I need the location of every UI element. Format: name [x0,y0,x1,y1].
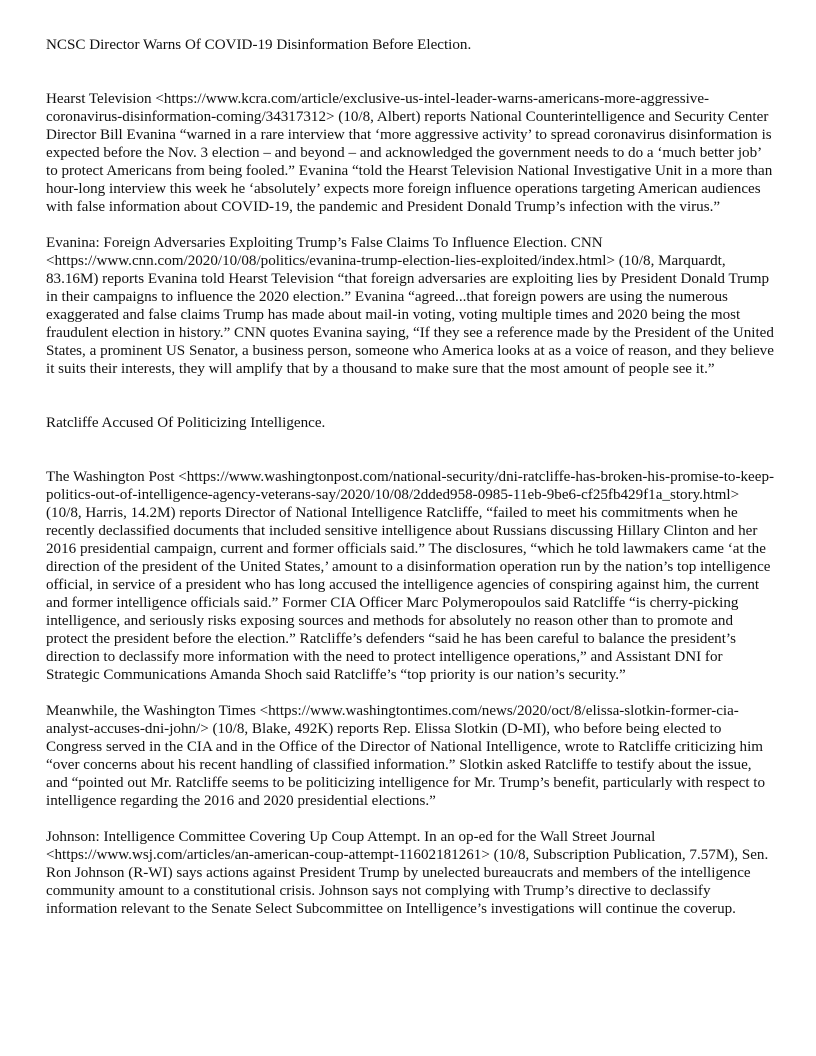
spacer [46,54,774,90]
spacer [46,378,774,414]
spacer [46,810,774,828]
section-heading-ncsc: NCSC Director Warns Of COVID-19 Disinformation Before Election. [46,37,472,53]
paragraph-evanina-cnn: Evanina: Foreign Adversaries Exploiting Trump’s False Claims To Influence Election. CNN <https://www.cnn.com/2020/10/08/politics/evanina-trump-election-lies-exploited/index.html> (10/8, Marquardt, 83.16M) reports Evanina told Hearst Television “that foreign adversaries are exploiting lies by President Donald Trump in their campaigns to influence the 2020 election.” Evanina “agreed...that foreign powers are using the numerous exaggerated and false claims Trump has made about mail-in voting, voting multiple times and 2020 being the most fraudulent election in history.” CNN quotes Evanina saying, “If they see a reference made by the President of the United States, a prominent US Senator, a business person, someone who America looks at as a voice of reason, and they believe it suits their interests, they will amplify that by a thousand to make sure that the most amount of people see it.” [46,235,774,377]
paragraph-washington-times: Meanwhile, the Washington Times <https://www.washingtontimes.com/news/2020/oct/8/elissa-slotkin-former-cia-analyst-accuses-dni-john/> (10/8, Blake, 492K) reports Rep. Elissa Slotkin (D-MI), who before being elected to Congress served in the CIA and in the Office of the Director of National Intelligence, wrote to Ratcliffe criticizing him “over concerns about his recent handling of classified information.” Slotkin asked Ratcliffe to testify about the issue, and “pointed out Mr. Ratcliffe seems to be politicizing intelligence for Mr. Trump’s benefit, particularly with respect to intelligence regarding the 2016 and 2020 presidential elections.” [46,703,766,809]
paragraph-hearst: Hearst Television <https://www.kcra.com/article/exclusive-us-intel-leader-warns-americans-more-aggressive-coronavirus-disinformation-coming/34317312> (10/8, Albert) reports National Counterintelligence and Security Center Director Bill Evanina “warned in a rare interview that ‘more aggressive activity’ to spread coronavirus disinformation is expected before the Nov. 3 election – and beyond – and acknowledged the government needs to do a ‘much better job’ to protect Americans from being fooled.” Evanina “told the Hearst Television National Investigative Unit in a more than hour-long interview this week he ‘absolutely’ expects more foreign influence operations targeting American audiences with false information about COVID-19, the pandemic and President Donald Trump’s infection with the virus.” [46,91,773,215]
spacer [46,432,774,468]
paragraph-washington-post: The Washington Post <https://www.washingtonpost.com/national-security/dni-ratcliffe-has-broken-his-promise-to-keep-politics-out-of-intelligence-agency-veterans-say/2020/10/08/2dded958-0985-11eb-9be6-cf25fb429f1a_story.html> (10/8, Harris, 14.2M) reports Director of National Intelligence Ratcliffe, “failed to meet his commitments when he recently declassified documents that included sensitive intelligence about Russians discussing Hillary Clinton and her 2016 presidential campaign, current and former officials said.” The disclosures, “which he told lawmakers came ‘at the direction of the president of the United States,’ amount to a disinformation operation run by the nation’s top intelligence official, in service of a president who has long accused the intelligence agencies of conspiring against him, the current and former intelligence officials said.” Former CIA Officer Marc Polymeropoulos said Ratcliffe “is cherry-picking intelligence, and seriously risks exposing sources and methods for absolutely no reason other than to promote and protect the president before the election.” Ratcliffe’s defenders “said he has been careful to balance the president’s direction to declassify more information with the need to protect intelligence operations,” and Assistant DNI for Strategic Communications Amanda Shoch said Ratcliffe’s “top priority is our nation’s security.” [46,469,775,683]
spacer [46,684,774,702]
section-heading-ratcliffe: Ratcliffe Accused Of Politicizing Intelligence. [46,415,326,431]
spacer [46,216,774,234]
paragraph-johnson-wsj: Johnson: Intelligence Committee Covering Up Coup Attempt. In an op-ed for the Wall Street Journal <https://www.wsj.com/articles/an-american-coup-attempt-11602181261> (10/8, Subscription Publication, 7.57M), Sen. Ron Johnson (R-WI) says actions against President Trump by unelected bureaucrats and members of the intelligence community amount to a constitutional crisis. Johnson says not complying with Trump’s directive to declassify information relevant to the Senate Select Subcommittee on Intelligence’s investigations will continue the coverup. [46,829,769,917]
document-page [46,36,774,918]
